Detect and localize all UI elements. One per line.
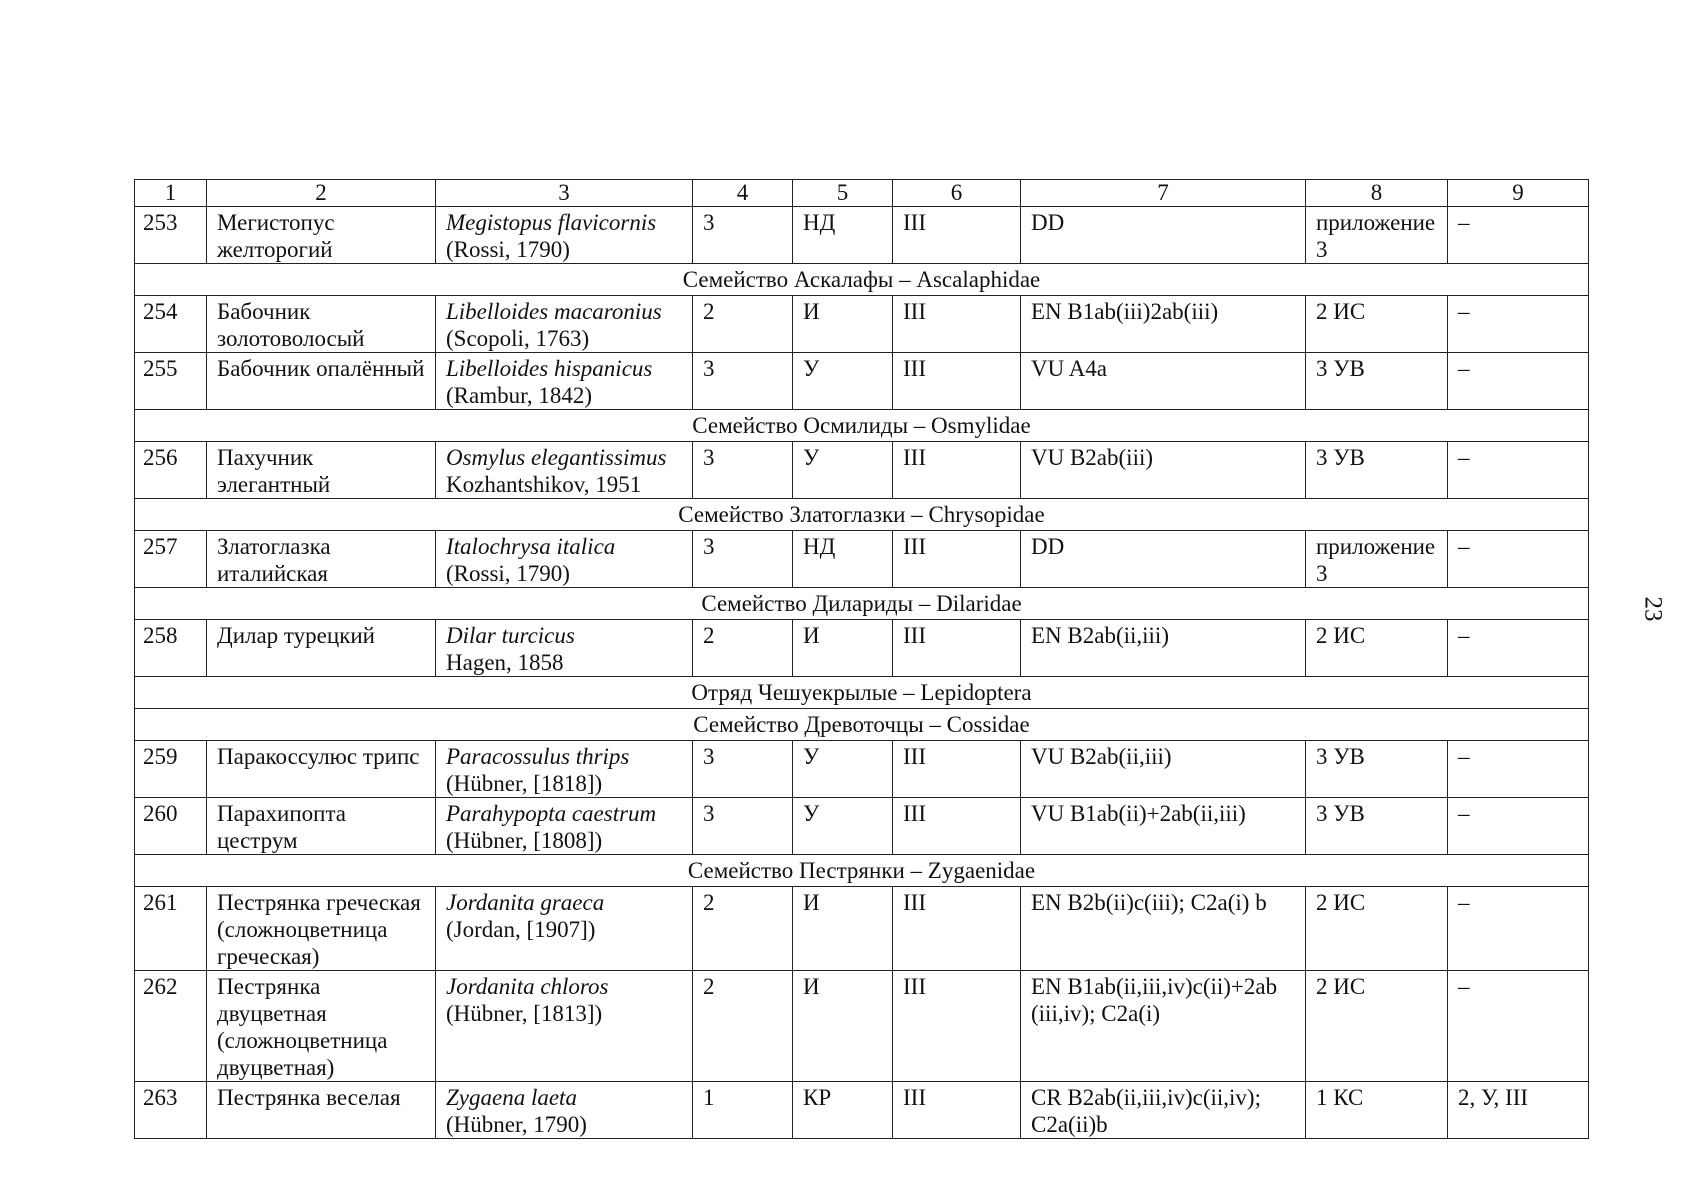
- column-9-value: –: [1448, 798, 1589, 855]
- row-number: 260: [135, 798, 207, 855]
- author-citation: (Jordan, [1907]): [446, 917, 596, 942]
- status-value: У: [793, 353, 893, 410]
- column-9-value: –: [1448, 353, 1589, 410]
- status-value: У: [793, 741, 893, 798]
- column-header: 9: [1448, 180, 1589, 207]
- scientific-name: [436, 442, 693, 499]
- russian-name: Парахипопта цеструм: [207, 798, 436, 855]
- author-citation: (Hübner, 1790): [446, 1112, 587, 1137]
- column-9-value: –: [1448, 296, 1589, 353]
- section-title: Семейство Аскалафы – Ascalaphidae: [135, 264, 1589, 296]
- russian-name: Златоглазка италийская: [207, 531, 436, 588]
- status-value: И: [793, 296, 893, 353]
- category-value: 3: [693, 741, 793, 798]
- iucn-criteria: EN B2b(ii)c(iii); C2a(i) b: [1021, 887, 1306, 971]
- section-title: Семейство Древоточцы – Cossidae: [135, 709, 1589, 741]
- russian-name: Бабочник золотоволосый: [207, 296, 436, 353]
- column-6-value: III: [893, 971, 1021, 1082]
- category-value: 2: [693, 887, 793, 971]
- row-number: 253: [135, 207, 207, 264]
- table-row: [135, 887, 1589, 971]
- column-8-value: 3 УВ: [1306, 798, 1448, 855]
- row-number: 263: [135, 1082, 207, 1139]
- table-body: [135, 207, 1589, 1139]
- row-number: 262: [135, 971, 207, 1082]
- latin-name: Osmylus elegantissimus: [446, 445, 667, 470]
- russian-name: Дилар турецкий: [207, 620, 436, 677]
- category-value: 3: [693, 442, 793, 499]
- iucn-criteria: DD: [1021, 531, 1306, 588]
- iucn-criteria: VU B2ab(ii,iii): [1021, 741, 1306, 798]
- table-row: [135, 207, 1589, 264]
- status-value: У: [793, 798, 893, 855]
- column-8-value: 2 ИС: [1306, 971, 1448, 1082]
- section-title: Семейство Пестрянки – Zygaenidae: [135, 855, 1589, 887]
- column-8-value: 3 УВ: [1306, 741, 1448, 798]
- column-6-value: III: [893, 887, 1021, 971]
- species-table: [134, 179, 1589, 1139]
- scientific-name: [436, 531, 693, 588]
- scientific-name: [436, 887, 693, 971]
- scientific-name: [436, 353, 693, 410]
- latin-name: Megistopus flavicornis: [446, 210, 657, 235]
- status-value: КР: [793, 1082, 893, 1139]
- scientific-name: [436, 798, 693, 855]
- status-value: И: [793, 887, 893, 971]
- section-row: [135, 499, 1589, 531]
- row-number: 257: [135, 531, 207, 588]
- table-row: [135, 531, 1589, 588]
- section-row: [135, 264, 1589, 296]
- row-number: 256: [135, 442, 207, 499]
- table-row: [135, 798, 1589, 855]
- column-6-value: III: [893, 798, 1021, 855]
- column-8-value: 1 КС: [1306, 1082, 1448, 1139]
- russian-name: Паракоссулюс трипс: [207, 741, 436, 798]
- russian-name: Мегистопус желторогий: [207, 207, 436, 264]
- iucn-criteria: VU B1ab(ii)+2ab(ii,iii): [1021, 798, 1306, 855]
- iucn-criteria: VU A4a: [1021, 353, 1306, 410]
- column-number-row: [135, 180, 1589, 207]
- column-header: 2: [207, 180, 436, 207]
- author-citation: (Scopoli, 1763): [446, 326, 590, 351]
- column-6-value: III: [893, 531, 1021, 588]
- status-value: И: [793, 620, 893, 677]
- section-title: Семейство Осмилиды – Osmylidae: [135, 410, 1589, 442]
- scientific-name: [436, 207, 693, 264]
- author-citation: (Rambur, 1842): [446, 383, 592, 408]
- column-9-value: –: [1448, 741, 1589, 798]
- page-number: 23: [1639, 596, 1667, 622]
- category-value: 1: [693, 1082, 793, 1139]
- latin-name: Dilar turcicus: [446, 623, 575, 648]
- table-row: [135, 620, 1589, 677]
- status-value: НД: [793, 207, 893, 264]
- status-value: У: [793, 442, 893, 499]
- iucn-criteria: CR B2ab(ii,iii,iv)c(ii,iv); C2a(ii)b: [1021, 1082, 1306, 1139]
- category-value: 3: [693, 353, 793, 410]
- column-6-value: III: [893, 620, 1021, 677]
- russian-name: Пестрянка двуцветная (сложноцветница двуцветная): [207, 971, 436, 1082]
- russian-name: Пестрянка веселая: [207, 1082, 436, 1139]
- column-6-value: III: [893, 353, 1021, 410]
- scientific-name: [436, 741, 693, 798]
- latin-name: Libelloides hispanicus: [446, 356, 653, 381]
- column-header: 8: [1306, 180, 1448, 207]
- column-9-value: –: [1448, 207, 1589, 264]
- latin-name: Jordanita graeca: [446, 890, 605, 915]
- table-row: [135, 971, 1589, 1082]
- scientific-name: [436, 1082, 693, 1139]
- section-row: [135, 677, 1589, 709]
- category-value: 3: [693, 798, 793, 855]
- section-row: [135, 588, 1589, 620]
- column-header: 5: [793, 180, 893, 207]
- scientific-name: [436, 971, 693, 1082]
- scientific-name: [436, 620, 693, 677]
- author-citation: (Hübner, [1808]): [446, 828, 603, 853]
- column-9-value: –: [1448, 887, 1589, 971]
- column-8-value: 2 ИС: [1306, 296, 1448, 353]
- category-value: 3: [693, 531, 793, 588]
- column-6-value: III: [893, 741, 1021, 798]
- column-9-value: 2, У, III: [1448, 1082, 1589, 1139]
- latin-name: Italochrysa italica: [446, 534, 616, 559]
- latin-name: Jordanita chloros: [446, 974, 609, 999]
- section-row: [135, 410, 1589, 442]
- russian-name: Бабочник опалённый: [207, 353, 436, 410]
- column-9-value: –: [1448, 531, 1589, 588]
- latin-name: Libelloides macaronius: [446, 299, 662, 324]
- status-value: НД: [793, 531, 893, 588]
- section-row: [135, 855, 1589, 887]
- column-9-value: –: [1448, 442, 1589, 499]
- latin-name: Zygaena laeta: [446, 1085, 577, 1110]
- column-8-value: 2 ИС: [1306, 887, 1448, 971]
- column-8-value: 3 УВ: [1306, 442, 1448, 499]
- row-number: 254: [135, 296, 207, 353]
- scientific-name: [436, 296, 693, 353]
- column-header: 6: [893, 180, 1021, 207]
- column-header: 3: [436, 180, 693, 207]
- status-value: И: [793, 971, 893, 1082]
- author-citation: (Hübner, [1813]): [446, 1001, 603, 1026]
- iucn-criteria: EN B1ab(ii,iii,iv)c(ii)+2ab (iii,iv); C2a(i): [1021, 971, 1306, 1082]
- section-title: Семейство Златоглазки – Chrysopidae: [135, 499, 1589, 531]
- section-title: Семейство Дилариды – Dilaridae: [135, 588, 1589, 620]
- row-number: 259: [135, 741, 207, 798]
- column-6-value: III: [893, 207, 1021, 264]
- column-9-value: –: [1448, 971, 1589, 1082]
- table-row: [135, 353, 1589, 410]
- category-value: 2: [693, 971, 793, 1082]
- author-citation: (Rossi, 1790): [446, 237, 570, 262]
- iucn-criteria: VU B2ab(iii): [1021, 442, 1306, 499]
- row-number: 261: [135, 887, 207, 971]
- column-8-value: 3 УВ: [1306, 353, 1448, 410]
- category-value: 3: [693, 207, 793, 264]
- column-header: 1: [135, 180, 207, 207]
- section-row: [135, 709, 1589, 741]
- column-6-value: III: [893, 1082, 1021, 1139]
- russian-name: Пестрянка греческая (сложноцветница греческая): [207, 887, 436, 971]
- row-number: 255: [135, 353, 207, 410]
- latin-name: Parahypopta caestrum: [446, 801, 657, 826]
- author-citation: Hagen, 1858: [446, 650, 564, 675]
- section-title: Отряд Чешуекрылые – Lepidoptera: [135, 677, 1589, 709]
- column-8-value: приложение 3: [1306, 207, 1448, 264]
- iucn-criteria: DD: [1021, 207, 1306, 264]
- column-6-value: III: [893, 296, 1021, 353]
- iucn-criteria: EN B1ab(iii)2ab(iii): [1021, 296, 1306, 353]
- author-citation: (Hübner, [1818]): [446, 771, 603, 796]
- column-header: 4: [693, 180, 793, 207]
- category-value: 2: [693, 620, 793, 677]
- table-row: [135, 442, 1589, 499]
- column-8-value: 2 ИС: [1306, 620, 1448, 677]
- column-6-value: III: [893, 442, 1021, 499]
- author-citation: (Rossi, 1790): [446, 561, 570, 586]
- column-8-value: приложение 3: [1306, 531, 1448, 588]
- author-citation: Kozhantshikov, 1951: [446, 472, 642, 497]
- column-header: 7: [1021, 180, 1306, 207]
- table-row: [135, 296, 1589, 353]
- russian-name: Пахучник элегантный: [207, 442, 436, 499]
- table-row: [135, 741, 1589, 798]
- row-number: 258: [135, 620, 207, 677]
- latin-name: Paracossulus thrips: [446, 744, 630, 769]
- table-row: [135, 1082, 1589, 1139]
- category-value: 2: [693, 296, 793, 353]
- iucn-criteria: EN B2ab(ii,iii): [1021, 620, 1306, 677]
- column-9-value: –: [1448, 620, 1589, 677]
